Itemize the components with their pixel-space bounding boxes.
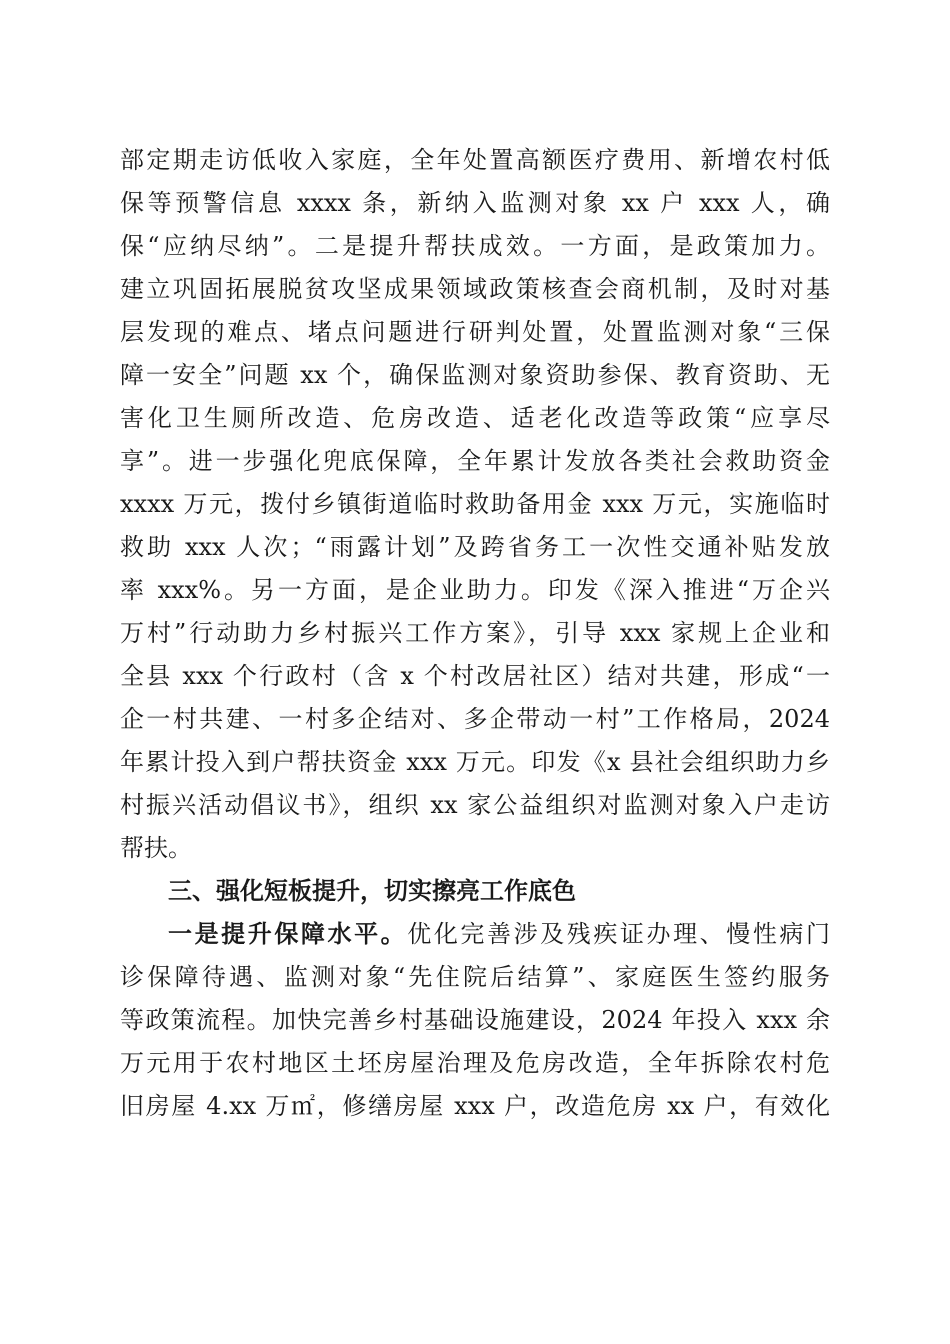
paragraph-line: 万村”行动助力乡村振兴工作方案》，引导 xxx 家规上企业和: [120, 619, 830, 647]
paragraph-line: 保“应纳尽纳”。二是提升帮扶成效。一方面，是政策加力。: [120, 232, 830, 260]
paragraph-line: 建立巩固拓展脱贫攻坚成果领域政策核查会商机制，及时对基: [120, 275, 830, 303]
paragraph-line: 旧房屋 4.xx 万㎡，修缮房屋 xxx 户，改造危房 xx 户，有效化: [120, 1092, 830, 1120]
paragraph-line: 万元用于农村地区土坯房屋治理及危房改造，全年拆除农村危: [120, 1049, 830, 1077]
paragraph-line: 诊保障待遇、监测对象“先住院后结算”、家庭医生签约服务: [120, 963, 830, 991]
paragraph-line: 村振兴活动倡议书》，组织 xx 家公益组织对监测对象入户走访: [120, 791, 830, 819]
section-heading: 三、强化短板提升，切实擦亮工作底色: [168, 877, 576, 905]
paragraph-line: 救助 xxx 人次；“雨露计划”及跨省务工一次性交通补贴发放: [120, 533, 830, 561]
paragraph-line: xxxx 万元，拨付乡镇街道临时救助备用金 xxx 万元，实施临时: [120, 490, 830, 518]
paragraph-line: 障一安全”问题 xx 个，确保监测对象资助参保、教育资助、无: [120, 361, 830, 389]
paragraph-line: 帮扶。: [120, 834, 192, 862]
paragraph-line: 保等预警信息 xxxx 条，新纳入监测对象 xx 户 xxx 人，确: [120, 189, 830, 217]
paragraph-line: 享”。进一步强化兜底保障，全年累计发放各类社会救助资金: [120, 447, 830, 475]
paragraph-lead: 一是提升保障水平。: [168, 920, 408, 948]
paragraph-line: 年累计投入到户帮扶资金 xxx 万元。印发《x 县社会组织助力乡: [120, 748, 830, 776]
paragraph-line: 等政策流程。加快完善乡村基础设施建设，2024 年投入 xxx 余: [120, 1006, 830, 1034]
paragraph-line: 害化卫生厕所改造、危房改造、适老化改造等政策“应享尽: [120, 404, 830, 432]
paragraph-line: 率 xxx%。另一方面，是企业助力。印发《深入推进“万企兴: [120, 576, 830, 604]
paragraph-first-line: [168, 914, 830, 954]
paragraph-line: 全县 xxx 个行政村（含 x 个村改居社区）结对共建，形成“一: [120, 662, 830, 690]
paragraph-line: 企一村共建、一村多企结对、多企带动一村”工作格局，2024: [120, 705, 830, 733]
paragraph-first-rest: 优化完善涉及残疾证办理、慢性病门: [407, 920, 830, 948]
paragraph-line: 部定期走访低收入家庭，全年处置高额医疗费用、新增农村低: [120, 146, 830, 174]
paragraph-line: 层发现的难点、堵点问题进行研判处置，处置监测对象“三保: [120, 318, 830, 346]
